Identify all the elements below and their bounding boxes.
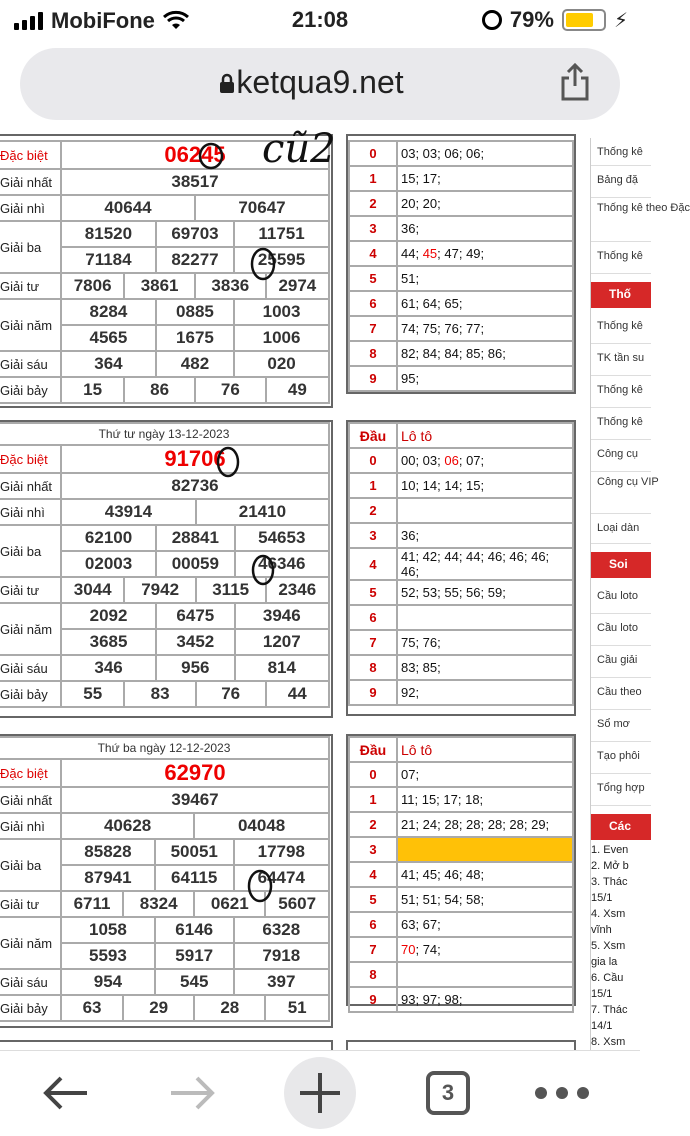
news-item[interactable]: 4. Xsm [591,908,626,920]
prize-value: 49 [266,377,329,403]
dau-digit: 5 [349,580,397,605]
label-seventh: Giải bảy [0,681,61,707]
prize-value: 1675 [156,325,234,351]
loto-text: 11; 15; 17; 18; [401,792,484,807]
dau-digit: 5 [349,887,397,912]
first-prize: 38517 [61,169,329,195]
label-sixth: Giải sáu [0,655,61,681]
news-item[interactable]: 1. Even [591,844,629,856]
prize-value: 15 [61,377,124,403]
loto-text: 52; 53; 55; 56; 59; [401,585,506,600]
carrier-name: MobiFone [51,8,155,33]
prize-value: 4565 [61,325,156,351]
back-button[interactable] [36,1063,96,1123]
prize-value: 00059 [156,551,234,577]
prize-value: 76 [195,377,266,403]
prize-value: 545 [155,969,234,995]
clock: 21:08 [291,7,349,32]
sidebar-link[interactable]: Thống kê [591,312,651,344]
circle-mark [200,144,222,168]
dau-digit: 9 [349,366,397,391]
loto-red: 45 [422,246,438,261]
dau-digit: 1 [349,166,397,191]
prize-value: 04048 [194,813,329,839]
label-sixth: Giải sáu [0,351,61,377]
menu-button[interactable] [532,1063,592,1123]
sidebar-link[interactable]: Cầu theo [591,678,651,710]
prize-value: 3861 [124,273,195,299]
dau-digit: 6 [349,605,397,630]
handwriting-text: cũ2 [262,126,336,172]
status-bar [0,0,640,40]
prize-value: 5607 [265,891,329,917]
new-tab-button[interactable] [284,1057,356,1129]
prize-value: 21410 [196,499,329,525]
sidebar-link[interactable]: Bảng đặ [591,166,651,198]
sidebar-link[interactable]: Thống kê theo Đặc [591,198,651,242]
back-arrow-icon [41,1073,91,1113]
prize-value: 8284 [61,299,156,325]
prize-value: 55 [61,681,124,707]
label-second: Giải nhì [0,499,61,525]
dau-digit: 6 [349,291,397,316]
label-first: Giải nhất [0,473,61,499]
loto-text: 44; [401,246,423,261]
label-fifth: Giải năm [0,917,61,969]
loto-text: 93; 97; 98; [401,992,463,1007]
loto-text: 95; [401,371,420,386]
loto-text: 46; [401,564,420,579]
prize-value: 83 [124,681,195,707]
label-first: Giải nhất [0,787,61,813]
dau-digit: 0 [349,762,397,787]
prize-value: 346 [61,655,156,681]
section-title: Thố [609,287,631,301]
dau-digit: 4 [349,862,397,887]
prize-value: 85828 [61,839,155,865]
loto-text: 07; [401,767,420,782]
prize-value: 82277 [156,247,234,273]
label-third: Giải ba [0,221,61,273]
prize-value: 3836 [195,273,266,299]
loto-text: 10; 14; 14; 15; [401,478,485,493]
dau-digit: 4 [349,548,397,580]
loto-text: 51; [401,271,420,286]
loto-text: 63; 67; [401,917,441,932]
prize-value: 62100 [61,525,156,551]
page-content [0,126,690,1050]
prize-value: 70647 [195,195,329,221]
prize-value: 44 [266,681,329,707]
prize-value: 5593 [61,943,155,969]
prize-value: 81520 [61,221,156,247]
dau-digit: 7 [349,937,397,962]
prize-value: 28841 [156,525,234,551]
news-item[interactable]: 3. Thác [591,876,628,888]
draw-date: Thứ tư ngày 13-12-2023 [0,423,329,445]
sidebar-section-header [591,282,651,308]
forward-button[interactable] [162,1063,222,1123]
loto-text: ; 47; 49; [437,246,485,261]
loto-text: 03; 03; 06; 06; [401,146,485,161]
battery-percent: 79% [509,7,554,32]
prize-value: 8324 [123,891,194,917]
sidebar-link[interactable]: Thống kê [591,376,651,408]
more-icon [534,1086,590,1100]
prize-value: 86 [124,377,195,403]
loto-text: 75; 76; [401,635,441,650]
prize-value: 29 [123,995,194,1021]
loto-text: 74; 75; 76; 77; [401,321,485,336]
prize-value: 3115 [196,577,266,603]
prize-value: 46346 [235,551,329,577]
dau-digit: 4 [349,241,397,266]
browser-toolbar [0,1050,640,1136]
label-second: Giải nhì [0,195,61,221]
loto-text: 36; [401,221,420,236]
loto-text: 41; 45; 46; 48; [401,867,485,882]
circle-mark [252,249,274,279]
label-seventh: Giải bảy [0,377,61,403]
prize-value: 6475 [156,603,234,629]
dau-digit: 6 [349,912,397,937]
prize-value: 954 [61,969,155,995]
dau-digit: 8 [349,341,397,366]
prize-value: 3685 [61,629,156,655]
news-item[interactable]: 7. Thác [591,1004,628,1016]
circle-mark [218,448,238,476]
prize-value: 50051 [155,839,234,865]
prize-value: 2346 [266,577,329,603]
loto-text: 00; 03; [401,453,445,468]
label-special: Đặc biệt [0,141,61,169]
dau-digit: 2 [349,812,397,837]
news-item[interactable]: 15/1 [591,988,613,1000]
news-item[interactable]: gia la [591,956,618,968]
label-third: Giải ba [0,839,61,891]
dau-digit: 3 [349,523,397,548]
news-item[interactable]: 2. Mở b [591,860,629,872]
prize-value: 5917 [155,943,234,969]
prize-value: 364 [61,351,156,377]
dau-digit: 1 [349,787,397,812]
loto-text: 41; 42; 44; 44; 46; 46; 46; [401,549,550,564]
prize-value: 54653 [235,525,329,551]
news-item[interactable]: 8. Xsm [591,1036,626,1048]
dau-digit: 9 [349,987,397,1012]
prize-value: 397 [234,969,329,995]
battery-icon [562,9,606,31]
loto-text: 61; 64; 65; [401,296,463,311]
dau-digit: 2 [349,191,397,216]
first-prize: 82736 [61,473,329,499]
forward-arrow-icon [167,1073,217,1113]
prize-value: 51 [265,995,329,1021]
prize-value: 7918 [234,943,329,969]
prize-value: 7942 [124,577,195,603]
prize-value: 87941 [61,865,155,891]
dau-digit: 0 [349,448,397,473]
sidebar [590,138,690,1050]
sidebar-link[interactable]: Thống kê [591,138,651,166]
prize-value: 43914 [61,499,196,525]
prize-value: 6328 [234,917,329,943]
sidebar-link[interactable]: Công cụ VIP [591,472,651,514]
prize-value: 11751 [234,221,329,247]
news-item[interactable]: 5. Xsm [591,940,626,952]
prize-value: 2974 [266,273,329,299]
loto-red: 70 [401,942,416,957]
prize-value: 71184 [61,247,156,273]
draw-date: Thứ ba ngày 12-12-2023 [0,737,329,759]
prize-value: 482 [156,351,234,377]
prize-value: 40644 [61,195,195,221]
dau-header: Đầu [349,423,397,448]
prize-value: 3946 [235,603,329,629]
tabs-button[interactable] [420,1063,476,1123]
dau-digit: 3 [349,216,397,241]
news-list [591,844,651,1052]
prize-value: 25595 [234,247,329,273]
loto-text: 15; 17; [401,171,441,186]
url-text[interactable]: ketqua9.net [236,64,404,100]
sidebar-link[interactable]: Cầu giải [591,646,651,678]
label-fifth: Giải năm [0,603,61,655]
dau-digit: 8 [349,655,397,680]
sidebar-link[interactable]: Tổng hợp [591,774,651,806]
first-prize: 39467 [61,787,329,813]
loto-text: ; 74; [415,942,441,957]
dau-digit: 1 [349,473,397,498]
prize-value: 3452 [156,629,234,655]
loto-header: Lô tô [397,737,573,762]
prize-value: 3044 [61,577,124,603]
section-title: Các [609,819,632,833]
special-prize: 06245 [61,141,329,169]
loto-text: 82; 84; 84; 85; 86; [401,346,506,361]
label-fifth: Giải năm [0,299,61,351]
label-sixth: Giải sáu [0,969,61,995]
dau-digit: 0 [349,141,397,166]
sidebar-link[interactable]: Sổ mơ [591,710,651,742]
prize-value: 6711 [61,891,123,917]
prize-value: 6146 [155,917,234,943]
tabs-count: 3 [426,1071,470,1115]
prize-value: 40628 [61,813,194,839]
news-item[interactable]: 14/1 [591,1020,613,1032]
loto-text: 51; 51; 54; 58; [401,892,485,907]
section-title: Soi [609,557,628,571]
sidebar-link[interactable]: Loại dàn [591,514,651,544]
news-item[interactable]: vĩnh [591,924,612,936]
prize-value: 1006 [234,325,329,351]
loto-text: 83; 85; [401,660,441,675]
loto-header: Lô tô [397,423,573,448]
dau-header: Đầu [349,737,397,762]
label-first: Giải nhất [0,169,61,195]
circle-mark [253,556,273,584]
prize-value: 1058 [61,917,155,943]
prize-value: 7806 [61,273,124,299]
loto-text: 92; [401,685,420,700]
prize-value: 956 [156,655,234,681]
sidebar-link[interactable]: Tạo phôi [591,742,651,774]
alarm-icon [482,10,502,30]
prize-value: 020 [234,351,329,377]
prize-value: 17798 [234,839,329,865]
prize-value: 1003 [234,299,329,325]
prize-value: 02003 [61,551,156,577]
dau-digit: 8 [349,962,397,987]
prize-value: 64115 [155,865,234,891]
loto-text: 21; 24; 28; 28; 28; 28; 29; [401,817,550,832]
prize-value: 28 [194,995,265,1021]
prize-value: 76 [196,681,266,707]
sidebar-link[interactable]: Cầu loto [591,582,651,614]
address-bar[interactable] [20,48,620,120]
label-fourth: Giải tư [0,273,61,299]
label-special: Đặc biệt [0,759,61,787]
prize-value: 63 [61,995,123,1021]
share-icon[interactable] [558,62,592,102]
loto-text: ; 07; [458,453,485,468]
label-second: Giải nhì [0,813,61,839]
label-fourth: Giải tư [0,577,61,603]
dau-digit: 2 [349,498,397,523]
loto-text: 20; 20; [401,196,441,211]
handwriting-overlay [0,126,590,1050]
dau-digit: 7 [349,316,397,341]
prize-value: 0621 [194,891,265,917]
label-fourth: Giải tư [0,891,61,917]
sidebar-link[interactable]: Thống kê [591,242,651,274]
dau-digit: 5 [349,266,397,291]
sidebar-section-header [591,814,651,840]
sidebar-link[interactable]: TK tần su [591,344,651,376]
dau-digit: 9 [349,680,397,705]
news-item[interactable]: 15/1 [591,892,613,904]
special-prize: 62970 [61,759,329,787]
label-third: Giải ba [0,525,61,577]
circle-mark [249,871,271,901]
prize-value: 64474 [234,865,329,891]
charging-icon: ⚡ [613,9,628,32]
label-seventh: Giải bảy [0,995,61,1021]
plus-icon [298,1071,342,1115]
sidebar-link[interactable]: Công cụ [591,440,651,472]
prize-value: 0885 [156,299,234,325]
prize-value: 814 [235,655,329,681]
label-special: Đặc biệt [0,445,61,473]
loto-red: 06 [444,453,459,468]
sidebar-section-header [591,552,651,578]
prize-value: 69703 [156,221,234,247]
special-prize: 91706 [61,445,329,473]
prize-value: 2092 [61,603,156,629]
sidebar-link[interactable]: Thống kê [591,408,651,440]
sidebar-link[interactable]: Cầu loto [591,614,651,646]
loto-text: 36; [401,528,420,543]
dau-digit: 7 [349,630,397,655]
news-item[interactable]: 6. Cầu [591,972,624,984]
dau-digit: 3 [349,837,397,862]
prize-value: 1207 [235,629,329,655]
